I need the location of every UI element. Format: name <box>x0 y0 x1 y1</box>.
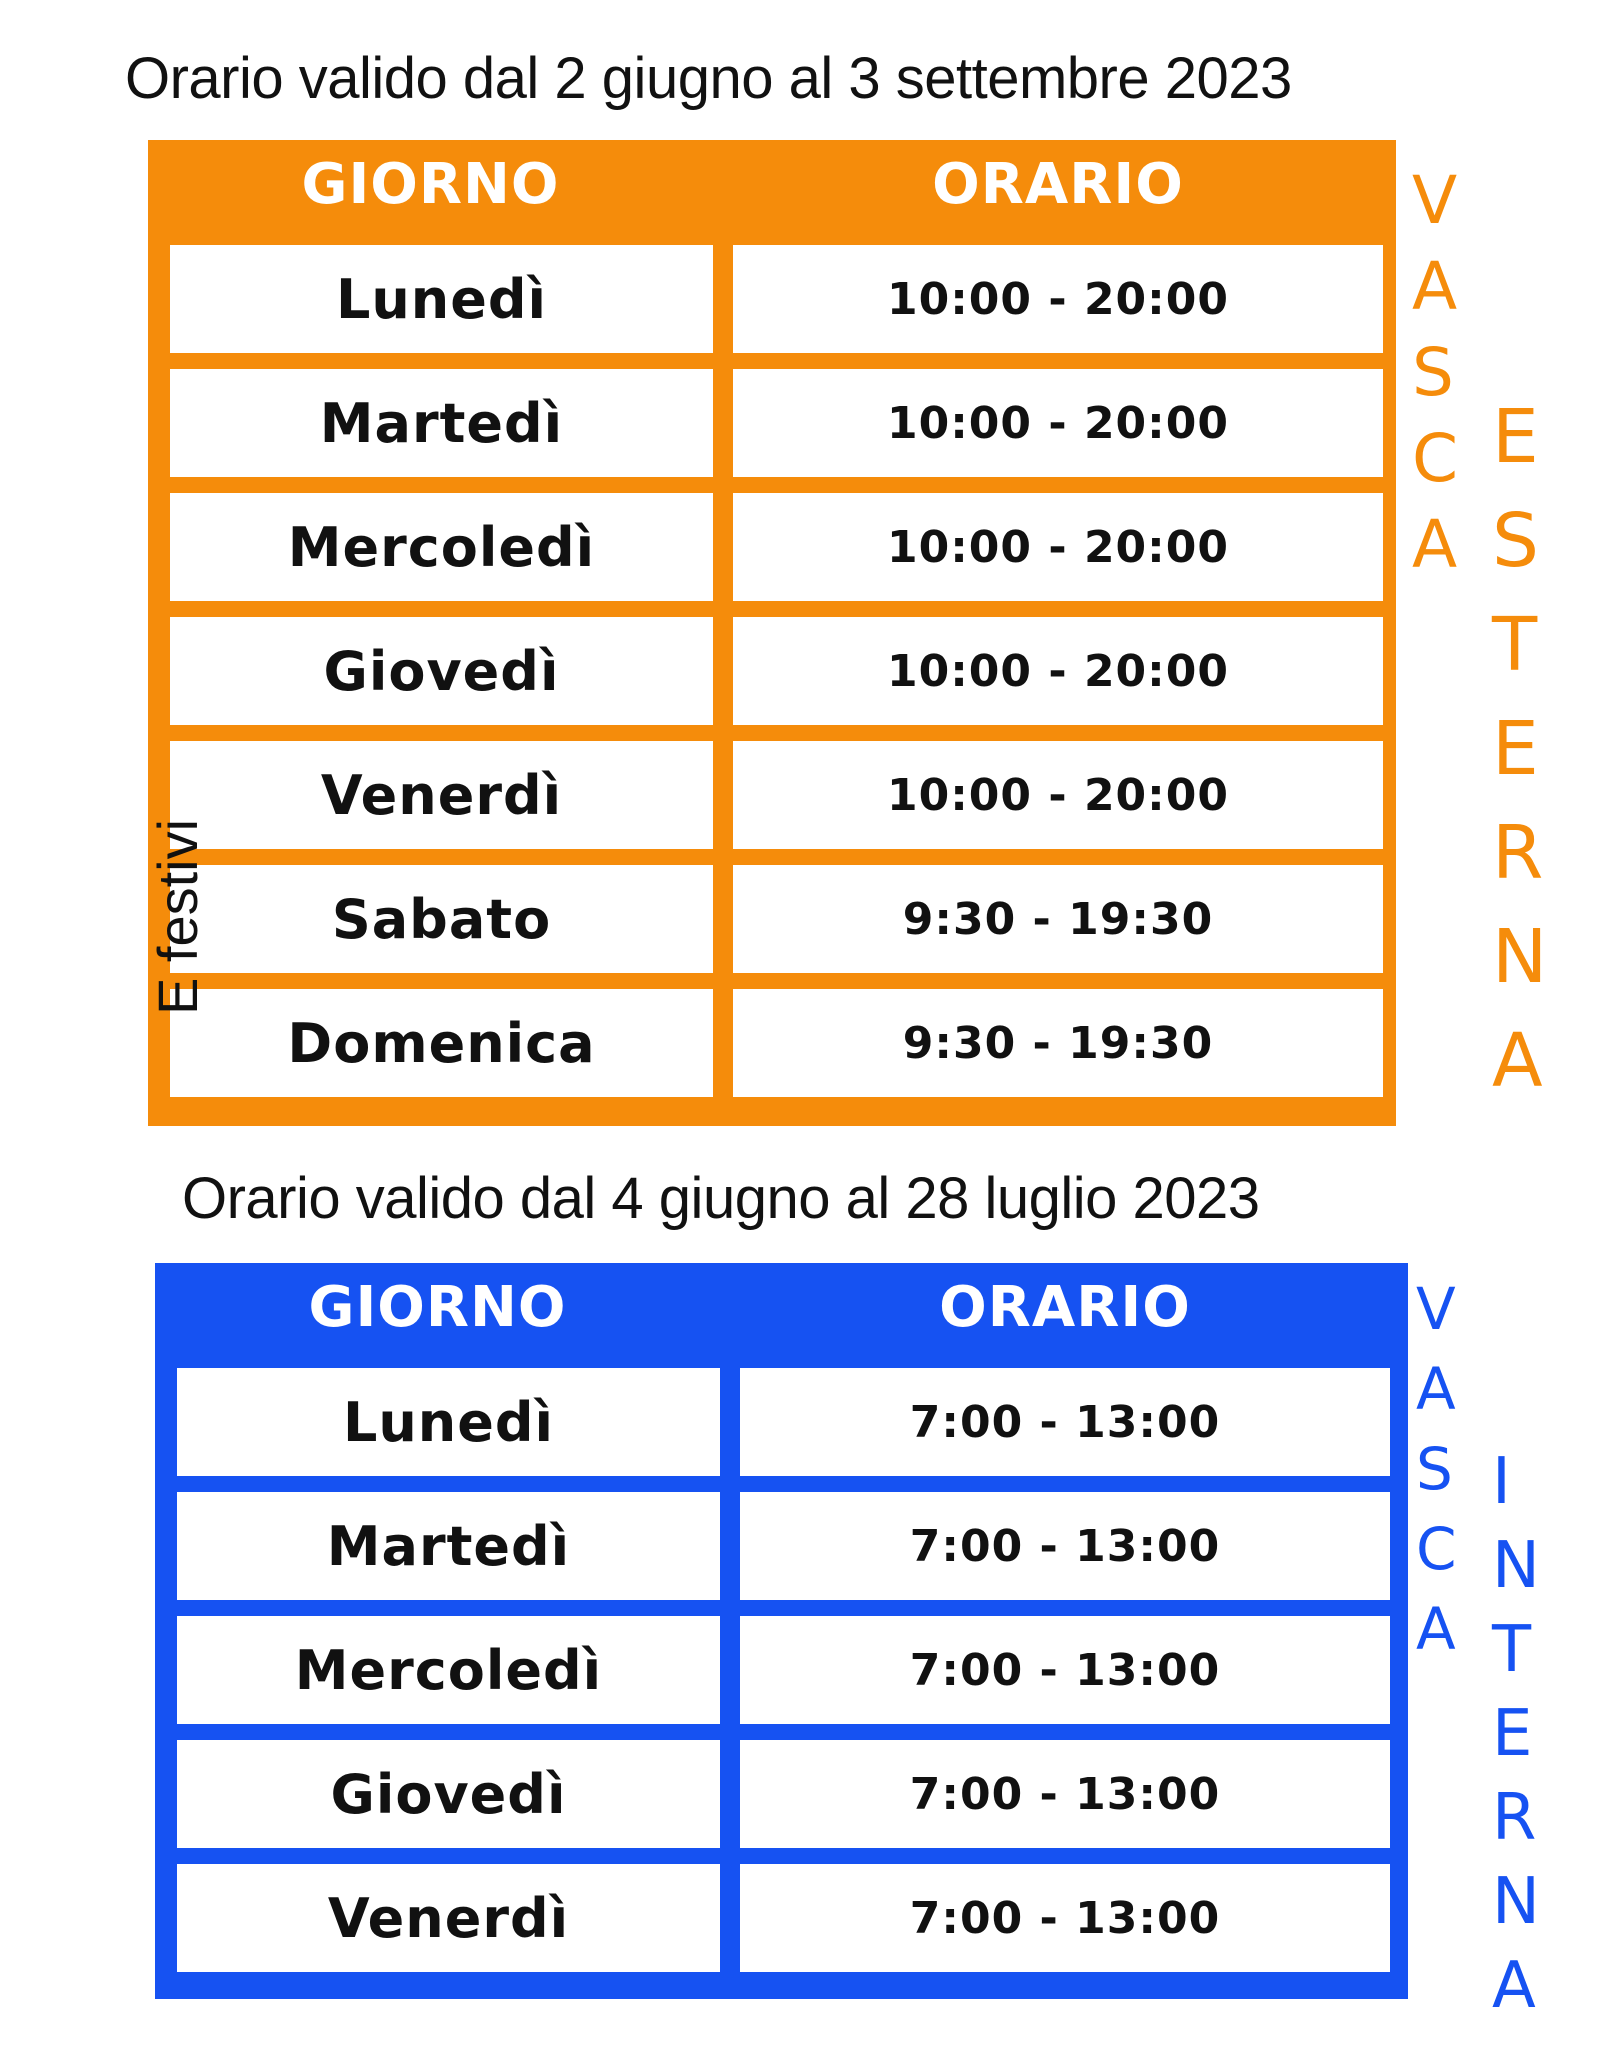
hours-cell: 9:30 - 19:30 <box>733 989 1383 1097</box>
day-cell: Mercoledì <box>170 493 713 601</box>
hours-cell: 9:30 - 19:30 <box>733 865 1383 973</box>
day-cell: Venerdì <box>170 741 713 849</box>
letter: T <box>1492 1613 1532 1687</box>
letter: C <box>1416 1515 1457 1583</box>
day-cell: Mercoledì <box>177 1616 720 1724</box>
letter: R <box>1492 810 1544 896</box>
day-cell: Lunedì <box>170 245 713 353</box>
day-cell: Venerdì <box>177 1864 720 1972</box>
day-cell: Giovedì <box>177 1740 720 1848</box>
letter: S <box>1416 1435 1453 1503</box>
side-label-vasca-indoor <box>1416 1275 1457 1680</box>
hours-cell: 10:00 - 20:00 <box>733 245 1383 353</box>
column-header-hours: ORARIO <box>939 1275 1191 1340</box>
schedule-table-indoor <box>155 1263 1408 1999</box>
side-label-vasca-outdoor <box>1412 162 1459 598</box>
hours-cell: 10:00 - 20:00 <box>733 493 1383 601</box>
column-header-hours: ORARIO <box>932 152 1184 217</box>
hours-cell: 10:00 - 20:00 <box>733 741 1383 849</box>
hours-cell: 7:00 - 13:00 <box>740 1616 1390 1724</box>
letter: E <box>1492 394 1539 480</box>
letter: A <box>1492 1949 1536 2023</box>
day-cell: Domenica <box>170 989 713 1097</box>
letter: E <box>1492 1697 1533 1771</box>
schedule-table-outdoor <box>148 140 1396 1126</box>
letter: A <box>1412 506 1458 583</box>
letter: R <box>1492 1781 1537 1855</box>
hours-cell: 7:00 - 13:00 <box>740 1492 1390 1600</box>
hours-cell: 7:00 - 13:00 <box>740 1368 1390 1476</box>
letter: N <box>1492 914 1548 1000</box>
hours-cell: 10:00 - 20:00 <box>733 617 1383 725</box>
letter: V <box>1412 162 1458 239</box>
heading-summer-schedule: Orario valido dal 2 giugno al 3 settembre 2023 <box>125 46 1292 111</box>
side-word-letters <box>1492 394 1548 1128</box>
day-cell: Martedì <box>170 369 713 477</box>
day-cell: Martedì <box>177 1492 720 1600</box>
day-cell: Giovedì <box>170 617 713 725</box>
letter: A <box>1492 1018 1543 1104</box>
letter: N <box>1492 1529 1540 1603</box>
letter: A <box>1412 248 1458 325</box>
hours-cell: 7:00 - 13:00 <box>740 1864 1390 1972</box>
side-label-interna <box>1492 1445 1540 2038</box>
letter: E <box>1492 706 1539 792</box>
hours-cell: 7:00 - 13:00 <box>740 1740 1390 1848</box>
letter: N <box>1492 1865 1540 1939</box>
letter: C <box>1412 420 1459 497</box>
letter: A <box>1416 1355 1456 1423</box>
letter: T <box>1492 602 1538 688</box>
side-word-letters <box>1492 1445 1540 2038</box>
side-word-letters <box>1416 1275 1457 1680</box>
side-label-esterna <box>1492 394 1548 1128</box>
letter: S <box>1412 334 1454 411</box>
letter: A <box>1416 1595 1456 1663</box>
hours-cell: 10:00 - 20:00 <box>733 369 1383 477</box>
letter: V <box>1416 1275 1456 1343</box>
side-word-letters <box>1412 162 1459 598</box>
column-header-day: GIORNO <box>308 1275 567 1340</box>
letter: S <box>1492 498 1539 584</box>
holidays-note: E festivi <box>146 818 209 1015</box>
day-cell: Lunedì <box>177 1368 720 1476</box>
heading-indoor-schedule: Orario valido dal 4 giugno al 28 luglio 2023 <box>182 1166 1260 1231</box>
letter: I <box>1492 1445 1511 1519</box>
column-header-day: GIORNO <box>301 152 560 217</box>
day-cell: Sabato <box>170 865 713 973</box>
